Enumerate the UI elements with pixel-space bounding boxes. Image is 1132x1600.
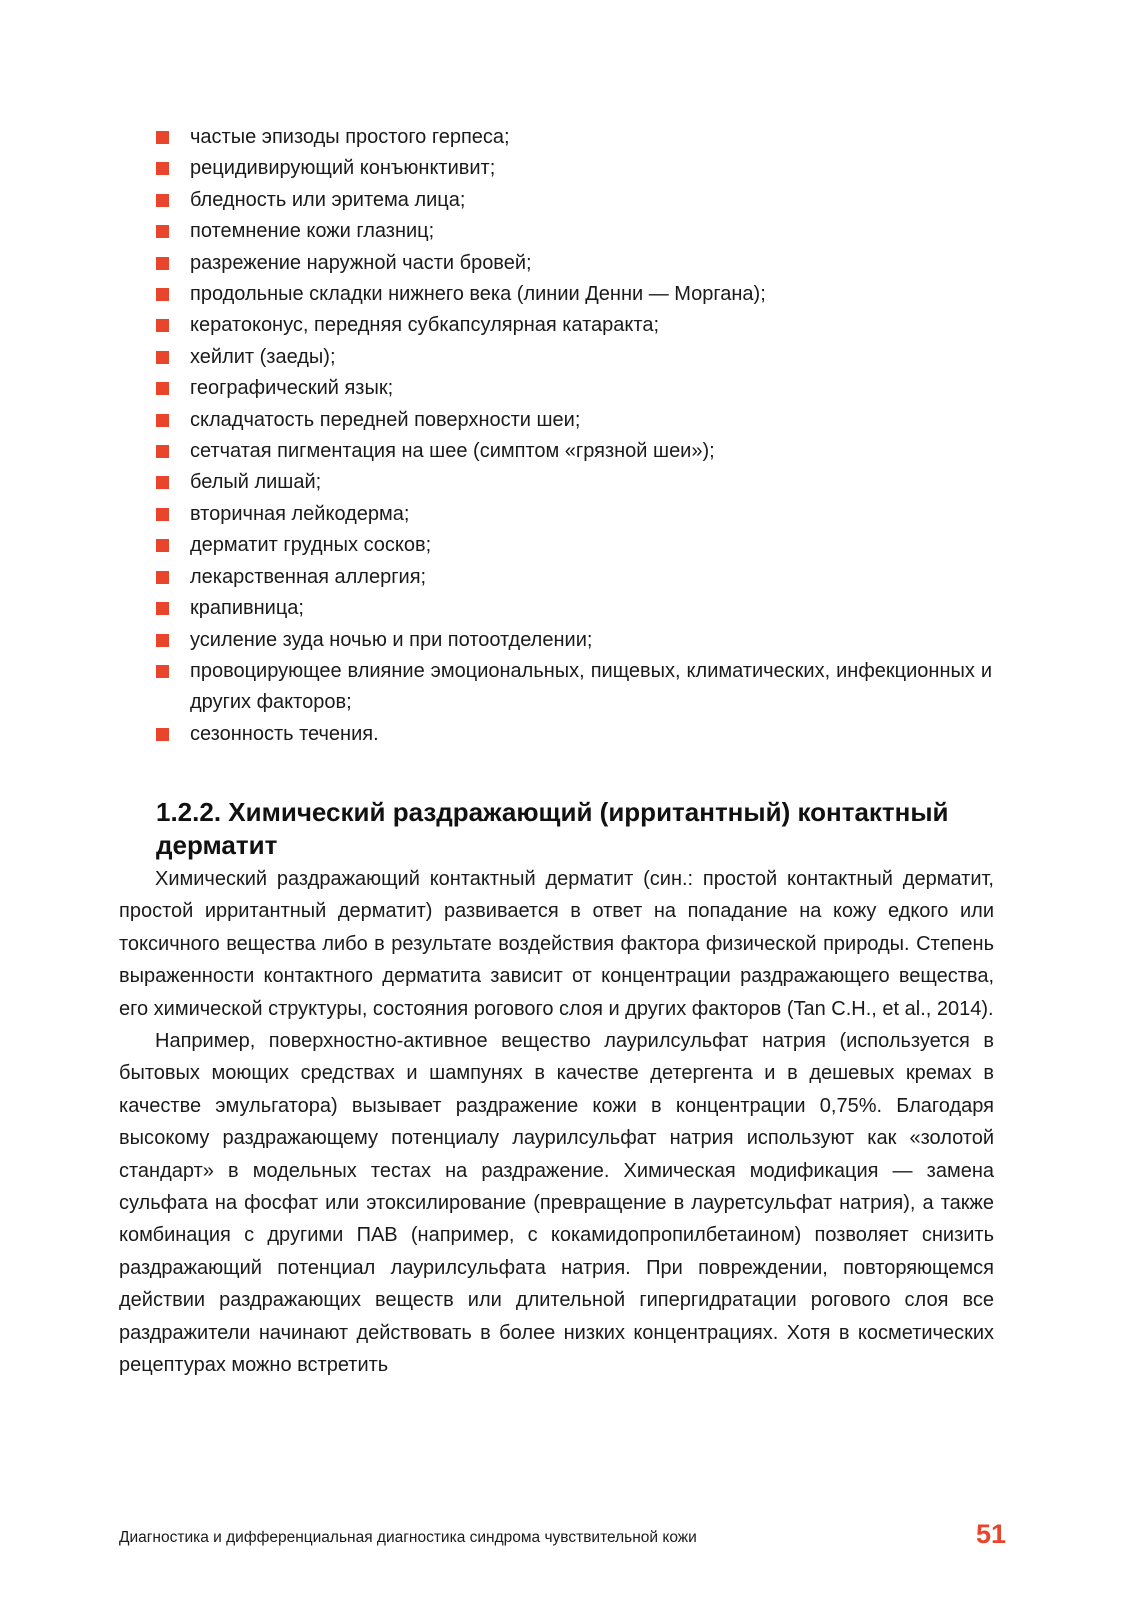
bullet-item [156, 185, 992, 216]
bullet-item [156, 499, 992, 530]
bullet-square-icon [156, 288, 169, 301]
bullet-text: крапивница; [190, 597, 304, 620]
bullet-text: продольные складки нижнего века (линии Денни — Моргана); [190, 283, 766, 306]
bullet-square-icon [156, 445, 169, 458]
bullet-item [156, 562, 992, 593]
bullet-square-icon [156, 194, 169, 207]
bullet-item [156, 342, 992, 373]
bullet-text: лекарственная аллергия; [190, 565, 427, 588]
section-heading: 1.2.2. Химический раздражающий (ирритантный) контактный дерматит [156, 797, 949, 860]
bullet-square-icon [156, 225, 169, 238]
bullet-text: провоцирующее влияние эмоциональных, пищевых, климатических, инфекционных и других факторов; [190, 659, 992, 714]
bullet-text: усиление зуда ночью и при потоотделении; [190, 628, 593, 651]
bullet-text: рецидивирующий конъюнктивит; [190, 157, 496, 180]
bullet-square-icon [156, 257, 169, 270]
bullet-text: хейлит (заеды); [190, 345, 336, 368]
bullet-item [156, 405, 992, 436]
bullet-item [156, 593, 992, 624]
bullet-text: сетчатая пигментация на шее (симптом «грязной шеи»); [190, 440, 715, 463]
bullet-square-icon [156, 414, 169, 427]
bullet-item [156, 625, 992, 656]
section-body [119, 863, 994, 1382]
bullet-square-icon [156, 665, 169, 678]
bullet-text: разрежение наружной части бровей; [190, 251, 532, 274]
bullet-text: вторичная лейкодерма; [190, 502, 410, 525]
bullet-item [156, 216, 992, 247]
bullet-square-icon [156, 539, 169, 552]
bullet-square-icon [156, 634, 169, 647]
bullet-square-icon [156, 351, 169, 364]
bullet-item [156, 153, 992, 184]
bullet-item [156, 373, 992, 404]
bullet-item [156, 248, 992, 279]
bullet-item [156, 530, 992, 561]
footer-book-title: Диагностика и дифференциальная диагностика синдрома чувствительной кожи [119, 1529, 697, 1546]
bullet-square-icon [156, 571, 169, 584]
body-paragraph: Химический раздражающий контактный дерматит (син.: простой контактный дерматит, простой ирритантный дерматит) развивается в ответ на попадание на кожу едкого или токсичного вещества либо в результате воздействия фактора физической природы. Степень выраженности контактного дерматита зависит от концентрации раздражающего вещества, его химической структуры, состояния рогового слоя и других факторов (Tan C.H., et al., 2014). [119, 868, 994, 1020]
bullet-text: белый лишай; [190, 471, 322, 494]
bullet-item [156, 656, 992, 719]
bullet-item [156, 310, 992, 341]
bullet-square-icon [156, 728, 169, 741]
bullet-item [156, 436, 992, 467]
page-number: 51 [975, 1519, 1006, 1549]
bullet-square-icon [156, 508, 169, 521]
bullet-item [156, 467, 992, 498]
bullet-item [156, 122, 992, 153]
bullet-square-icon [156, 131, 169, 144]
bullet-text: потемнение кожи глазниц; [190, 220, 435, 243]
symptom-bullet-list [156, 122, 992, 750]
bullet-text: складчатость передней поверхности шеи; [190, 408, 581, 431]
bullet-text: частые эпизоды простого герпеса; [190, 126, 510, 148]
bullet-item [156, 279, 992, 310]
bullet-square-icon [156, 162, 169, 175]
bullet-text: географический язык; [190, 377, 394, 400]
bullet-text: сезонность течения. [190, 722, 379, 745]
bullet-text: кератоконус, передняя субкапсулярная катаракта; [190, 314, 660, 337]
bullet-square-icon [156, 602, 169, 615]
bullet-square-icon [156, 476, 169, 489]
bullet-square-icon [156, 319, 169, 332]
body-paragraph: Например, поверхностно-активное вещество лаурилсульфат натрия (используется в бытовых моющих средствах и шампунях в качестве детергента и в дешевых кремах в качестве эмульгатора) вызывает раздражение кожи в концентрации 0,75%. Благодаря высокому раздражающему потенциалу лаурилсульфат натрия используют как «золотой стандарт» в модельных тестах на раздражение. Химическая модификация — замена сульфата на фосфат или этоксилирование (превращение в лауретсульфат натрия), а также комбинация с другими ПАВ (например, с кокамидопропилбетаином) позволяет снизить раздражающий потенциал лаурилсульфата натрия. При повреждении, повторяющемся действии раздражающих веществ или длительной гипергидратации рогового слоя все раздражители начинают действовать в более низких концентрациях. Хотя в косметических рецептурах можно встретить [119, 1030, 994, 1377]
bullet-text: дерматит грудных сосков; [190, 534, 432, 557]
bullet-text: бледность или эритема лица; [190, 188, 466, 211]
bullet-item [156, 719, 992, 750]
bullet-square-icon [156, 382, 169, 395]
